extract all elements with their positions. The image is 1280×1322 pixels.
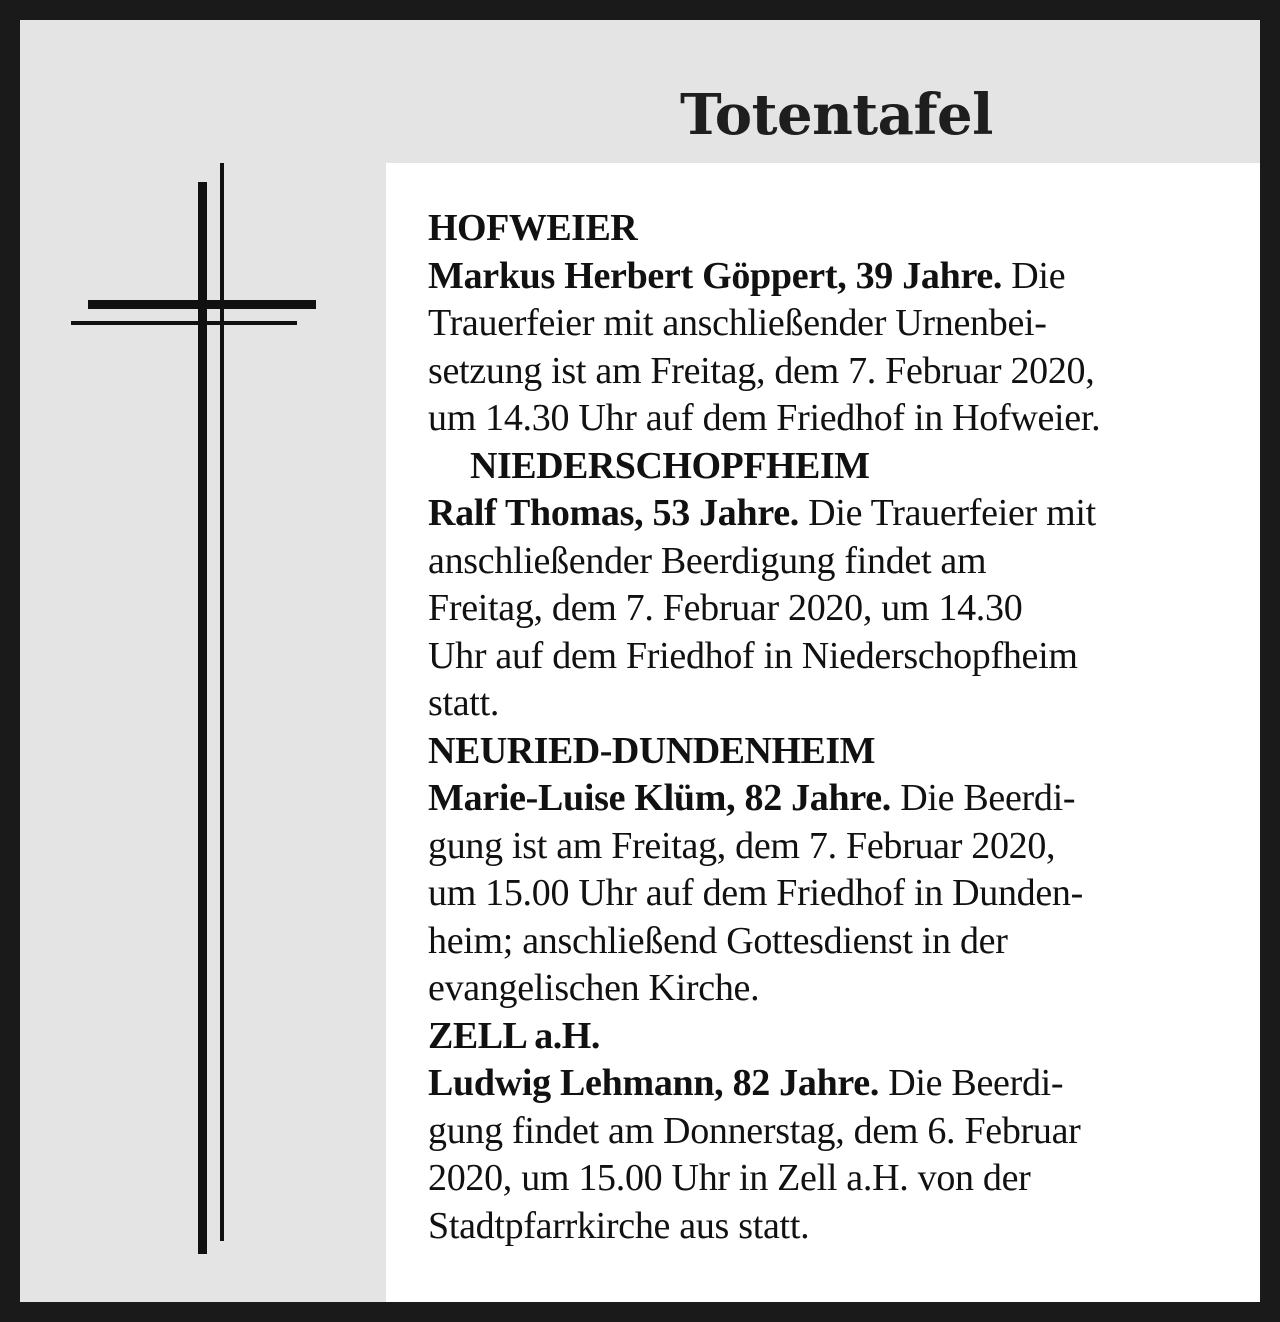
entry-text: setzung ist am Freitag, dem 7. Februar 2020, <box>428 349 1095 392</box>
entry-name: Marie-Luise Klüm, 82 Jahre. <box>428 777 891 819</box>
entry-first-line <box>428 775 1228 823</box>
entry-text: Die <box>1002 254 1066 297</box>
cross-vertical-thick <box>198 182 207 1254</box>
entry-place: NIEDERSCHOPFHEIM <box>470 444 870 487</box>
entry-name: Ludwig Lehmann, 82 Jahre. <box>428 1062 880 1104</box>
entry-text: Uhr auf dem Friedhof in Niederschopfheim <box>428 634 1078 677</box>
entry-text: statt. <box>428 682 500 724</box>
entry-place: NEURIED-DUNDENHEIM <box>428 729 876 772</box>
entry-text: Die Beerdi- <box>891 777 1076 819</box>
entry-text: um 15.00 Uhr auf dem Friedhof in Dunden- <box>428 872 1083 914</box>
entry-first-line <box>428 253 1228 301</box>
page-title: Totentafel <box>680 82 993 148</box>
entry-name: Markus Herbert Göppert, 39 Jahre. <box>428 254 1003 297</box>
entry-first-line <box>428 1060 1228 1108</box>
entry-text: 2020, um 15.00 Uhr in Zell a.H. von der <box>428 1157 1031 1199</box>
cross-horizontal-thick <box>88 300 316 309</box>
obituary-list <box>428 205 1228 1250</box>
entry-place: ZELL a.H. <box>428 1014 600 1057</box>
entry-text: um 14.30 Uhr auf dem Friedhof in Hofweier. <box>428 397 1101 439</box>
cross-horizontal-thin <box>71 321 297 325</box>
entry-text: Trauerfeier mit anschließender Urnenbei- <box>428 302 1047 344</box>
entry-first-line <box>428 490 1228 538</box>
obituary-content <box>386 163 1260 1302</box>
entry-text: heim; anschließend Gottesdienst in der <box>428 919 1008 962</box>
entry-text: anschließender Beerdigung findet am <box>428 539 987 582</box>
entry-text: Stadtpfarrkirche aus statt. <box>428 1204 810 1247</box>
entry-text: gung ist am Freitag, dem 7. Februar 2020, <box>428 824 1056 867</box>
entry-text: Die Trauerfeier mit <box>798 492 1096 534</box>
entry-place: HOFWEIER <box>428 207 638 249</box>
entry-text: Die Beerdi- <box>879 1062 1064 1104</box>
entry-text: Freitag, dem 7. Februar 2020, um 14.30 <box>428 587 1023 629</box>
entry-text: evangelischen Kirche. <box>428 967 760 1009</box>
entry-text: gung findet am Donnerstag, dem 6. Februar <box>428 1109 1081 1152</box>
entry-name: Ralf Thomas, 53 Jahre. <box>428 492 799 534</box>
